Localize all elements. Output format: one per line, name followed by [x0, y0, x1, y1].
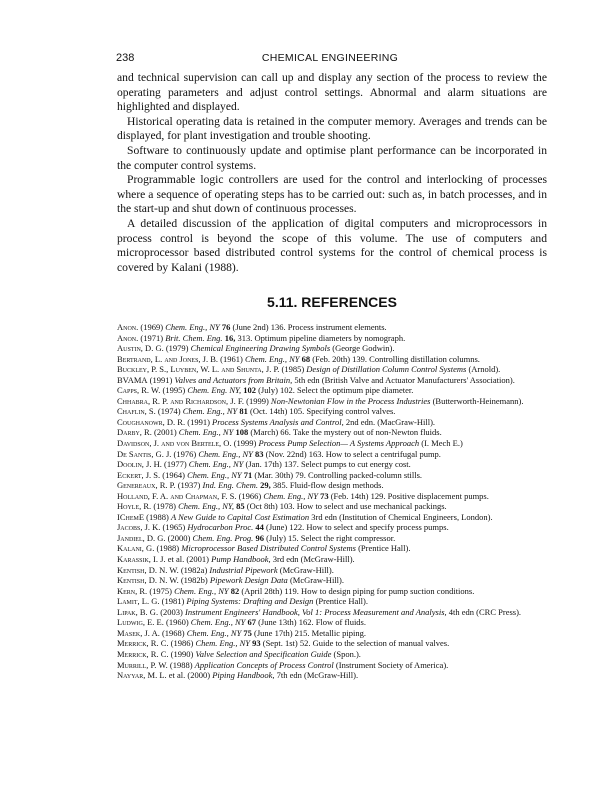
- reference-details: (Jan. 17th) 137. Select pumps to cut energy cost.: [245, 459, 411, 470]
- reference-authors: Kentish, D. N. W.: [117, 575, 179, 586]
- reference-details: (March) 66. Take the mystery out of non-Newton fluids.: [250, 427, 442, 438]
- reference-source: Chem. Eng., NY: [190, 617, 246, 628]
- reference-source: Process Pump Selection— A Systems Approach: [258, 438, 420, 449]
- reference-authors: Eckert, J. S.: [117, 469, 161, 480]
- reference-authors: Holland, F. A. and Chapman, F. S.: [117, 490, 237, 501]
- reference-details: (Sept. 1st) 52. Guide to the selection of manual valves.: [262, 638, 450, 649]
- reference-entry: [117, 470, 547, 481]
- reference-source: Brit. Chem. Eng.: [165, 332, 223, 343]
- reference-year: (1975): [149, 585, 172, 596]
- reference-year: (1991): [149, 374, 173, 385]
- reference-source: Piping Systems: Drafting and Design: [186, 596, 314, 607]
- reference-source: Chem. Eng., NY: [198, 448, 253, 459]
- reference-entry: [117, 617, 547, 628]
- reference-authors: Merrick, R. C.: [117, 648, 169, 659]
- reference-year: (1982a): [180, 564, 208, 575]
- reference-authors: Coughanowr, D. R.: [117, 416, 186, 427]
- reference-details: 313. Optimum pipeline diameters by nomograph.: [237, 332, 406, 343]
- reference-year: (1968): [161, 627, 185, 638]
- reference-authors: Doolin, J. H.: [117, 459, 162, 470]
- reference-entry: [117, 575, 547, 586]
- reference-source: Chem. Eng., NY: [174, 585, 229, 596]
- reference-year: (1988): [156, 543, 180, 554]
- reference-volume: 93: [252, 638, 261, 649]
- page-number: 238: [116, 52, 135, 64]
- reference-year: (1969): [140, 322, 164, 332]
- reference-details: 4th edn (CRC Press).: [448, 606, 522, 617]
- reference-authors: Karassik, I. J.: [117, 554, 166, 565]
- reference-details: (Prentice Hall).: [358, 543, 411, 554]
- reference-year: (1960): [166, 617, 189, 628]
- reference-source: Chem. Eng., NY,: [178, 501, 234, 512]
- reference-details: (July) 15. Select the right compressor.: [266, 532, 396, 543]
- reference-list: [117, 322, 547, 681]
- reference-source: Hydrocarbon Proc.: [187, 522, 254, 533]
- reference-entry: [117, 375, 547, 386]
- reference-authors: Darby, R.: [117, 427, 152, 438]
- reference-source: Chem. Eng. Prog.: [192, 532, 254, 543]
- paragraph: A detailed discussion of the application of digital computers and microprocessors in process control is beyond the scope of this volume. The use of computers and microprocessor based distributed control systems for the control of chemical process is covered by Kalani (1988).: [117, 216, 547, 274]
- reference-year: (1979): [165, 343, 189, 354]
- reference-source: Industrial Pipework: [209, 564, 278, 575]
- reference-authors: Buckley, P. S., Luyben, W. L. and Shunta, J. P.: [117, 364, 280, 375]
- reference-details: (Mar. 30th) 79. Controlling packed-column stills.: [254, 469, 423, 480]
- reference-source: Process Systems Analysis and Control,: [212, 416, 344, 427]
- reference-source: Chem. Eng., NY: [195, 638, 250, 649]
- reference-source: Chem. Eng., NY: [182, 406, 238, 417]
- reference-year: (1937): [177, 480, 201, 491]
- reference-details: (Instrument Society of America).: [335, 659, 449, 670]
- reference-source: Chem. Eng., NY: [178, 427, 234, 438]
- reference-details: (Nov. 22nd) 163. How to select a centrifugal pump.: [265, 448, 441, 459]
- reference-entry: [117, 406, 547, 417]
- reference-details: (Feb. 20th) 139. Controlling distillation columns.: [312, 353, 480, 364]
- reference-entry: [117, 501, 547, 512]
- reference-authors: Capps, R. W.: [117, 385, 161, 396]
- reference-authors: Kentish, D. N. W.: [117, 564, 179, 575]
- reference-authors: Davidson, J. and von Bertele, O.: [117, 438, 232, 449]
- reference-authors: Merrick, R. C.: [117, 638, 169, 649]
- reference-volume: 108: [235, 427, 249, 438]
- reference-year: (1978): [153, 501, 176, 512]
- reference-entry: [117, 607, 547, 618]
- reference-year: (1966): [238, 490, 262, 501]
- reference-authors: Austin, D. G.: [117, 343, 164, 354]
- reference-details: (McGraw-Hill).: [289, 575, 344, 586]
- reference-source: Pump Handbook,: [211, 554, 271, 565]
- paragraph: Software to continuously update and optimise plant performance can be incorporated in the computer control systems.: [117, 143, 547, 172]
- reference-year: (1971): [140, 332, 164, 343]
- reference-details: (Oct 8th) 103. How to select and use mechanical packings.: [246, 501, 447, 512]
- reference-year: (2003): [160, 606, 183, 617]
- reference-volume: 76: [221, 322, 231, 332]
- reference-volume: 82: [230, 585, 240, 596]
- reference-year: (1995): [162, 385, 186, 396]
- reference-authors: Genereaux, R. P.: [117, 480, 176, 491]
- reference-authors: Ludwig, E. E.: [117, 617, 164, 628]
- reference-volume: 83: [255, 448, 264, 459]
- reference-details: (George Godwin).: [332, 343, 395, 354]
- reference-source: Chem. Eng. NY,: [187, 385, 242, 396]
- reference-year: (1985): [281, 364, 305, 375]
- reference-authors: Nayyar, M. L.: [117, 670, 167, 681]
- reference-source: Microprocessor Based Distributed Control Systems: [181, 543, 356, 554]
- reference-authors: De Santis, G. J.: [117, 448, 172, 459]
- reference-volume: 85: [236, 501, 245, 512]
- running-header: [113, 52, 547, 68]
- reference-entry: [117, 459, 547, 470]
- reference-entry: [117, 354, 547, 365]
- reference-entry: [117, 322, 547, 333]
- reference-details: 7th edn (McGraw-Hill).: [276, 670, 359, 681]
- reference-year: (1965): [162, 522, 186, 533]
- reference-entry: [117, 565, 547, 576]
- reference-details: (Arnold).: [468, 364, 501, 375]
- paragraph: Programmable logic controllers are used for the control and interlocking of processes where a sequence of operating steps has to be carried out: such as, in batch processes, and in the start-up and shut down of continuous processes.: [117, 173, 547, 216]
- reference-authors: Jacobs, J. K.: [117, 522, 161, 533]
- reference-volume: 75: [243, 627, 252, 638]
- reference-entry: [117, 628, 547, 639]
- reference-year: (1974): [157, 406, 181, 417]
- reference-authors: Murrill, P. W.: [117, 659, 168, 670]
- reference-year: (1990): [170, 648, 194, 659]
- reference-details: 2nd edn. (MacGraw-Hill).: [345, 416, 436, 427]
- reference-authors: Bertrand, L. and Jones, J. B.: [117, 353, 219, 364]
- reference-entry: [117, 543, 547, 554]
- reference-authors: Chhabra, R. P. and Richardson, J. F.: [117, 395, 244, 406]
- reference-entry: [117, 438, 547, 449]
- reference-year: (1991): [187, 416, 210, 427]
- reference-year: (1999): [246, 395, 269, 406]
- reference-authors: Kalani, G.: [117, 543, 155, 554]
- reference-volume: 96: [255, 532, 264, 543]
- reference-entry: [117, 449, 547, 460]
- reference-authors: Anon.: [117, 322, 139, 332]
- reference-year: (1982b): [180, 575, 208, 586]
- reference-authors: Chaflin, S.: [117, 406, 156, 417]
- reference-year: (1999): [233, 438, 257, 449]
- reference-year: (1977): [164, 459, 187, 470]
- reference-details: 3rd edn (McGraw-Hill).: [272, 554, 355, 565]
- paragraph: and technical supervision can call up and display any section of the process to review the operating parameters and adjust control settings. Abnormal and alarm situations are highlighted and displayed.: [117, 71, 547, 114]
- reference-details: 3rd edn (Institution of Chemical Engineers, London).: [311, 511, 493, 522]
- reference-entry: [117, 396, 547, 407]
- reference-source: Chem. Eng., NY: [187, 469, 242, 480]
- reference-source: Valves and Actuators from Britain,: [174, 374, 293, 385]
- reference-entry: [117, 596, 547, 607]
- reference-details: (Spon.).: [333, 648, 361, 659]
- reference-source: Chem. Eng., NY: [186, 627, 242, 638]
- reference-year: et al. (2001): [167, 554, 210, 565]
- reference-year: (2001): [153, 427, 177, 438]
- reference-entry: [117, 512, 547, 523]
- reference-details: (Prentice Hall).: [315, 596, 368, 607]
- reference-source: Pipework Design Data: [209, 575, 288, 586]
- reference-authors: Hoyle, R.: [117, 501, 152, 512]
- body-text: [117, 71, 547, 275]
- reference-details: (McGraw-Hill).: [279, 564, 334, 575]
- reference-entry: [117, 427, 547, 438]
- reference-year: et al. (2000): [168, 670, 211, 681]
- reference-details: (April 28th) 119. How to design piping for pump suction conditions.: [241, 585, 475, 596]
- reference-year: (2000): [167, 532, 191, 543]
- reference-source: Chem. Eng., NY: [165, 322, 220, 332]
- reference-entry: [117, 638, 547, 649]
- reference-year: (1981): [161, 596, 185, 607]
- reference-volume: 102: [243, 385, 256, 396]
- reference-volume: 81: [239, 406, 248, 417]
- reference-details: (June) 122. How to select and specify process pumps.: [266, 522, 449, 533]
- reference-source: Piping Handbook,: [212, 670, 275, 681]
- reference-entry: [117, 333, 547, 344]
- reference-year: (1961): [220, 353, 243, 364]
- reference-volume: 44: [255, 522, 264, 533]
- reference-details: (June 17th) 215. Metallic piping.: [254, 627, 366, 638]
- reference-volume: 67: [247, 617, 256, 628]
- reference-year: (1976): [173, 448, 197, 459]
- reference-source: Chem. Eng., NY: [188, 459, 244, 470]
- reference-authors: Kern, R.: [117, 585, 148, 596]
- paragraph: Historical operating data is retained in the computer memory. Averages and trends can be displayed, for plant investigation and trouble shooting.: [117, 114, 547, 143]
- reference-source: Chem. Eng., NY: [244, 353, 300, 364]
- reference-details: (Feb. 14th) 129. Positive displacement pumps.: [330, 490, 489, 501]
- reference-entry: [117, 554, 547, 565]
- reference-authors: Lipak, B. G.: [117, 606, 159, 617]
- reference-volume: 73: [320, 490, 329, 501]
- reference-source: Non-Newtonian Flow in the Process Industries: [270, 395, 431, 406]
- reference-authors: IChemE: [117, 511, 145, 522]
- reference-authors: Jandiel, D. G.: [117, 532, 166, 543]
- reference-entry: [117, 417, 547, 428]
- reference-entry: [117, 364, 547, 375]
- reference-source: A New Guide to Capital Cost Estimation: [170, 511, 310, 522]
- reference-details: (Oct. 14th) 105. Specifying control valves.: [250, 406, 396, 417]
- reference-entry: [117, 491, 547, 502]
- reference-authors: Anon.: [117, 332, 139, 343]
- reference-source: Instrument Engineers' Handbook, Vol 1: Process Measurement and Analysis,: [185, 606, 447, 617]
- reference-entry: [117, 385, 547, 396]
- reference-year: (1988): [169, 659, 193, 670]
- reference-details: 5th edn (British Valve and Actuator Manufacturers' Association).: [294, 374, 515, 385]
- reference-source: Chem. Eng., NY: [263, 490, 318, 501]
- reference-year: (1986): [170, 638, 194, 649]
- reference-source: Application Concepts of Process Control: [194, 659, 334, 670]
- reference-volume: 71: [243, 469, 253, 480]
- reference-entry: [117, 660, 547, 671]
- reference-year: (1964): [162, 469, 185, 480]
- reference-volume: 29,: [260, 480, 271, 491]
- reference-details: (Butterworth-Heinemann).: [432, 395, 524, 406]
- reference-entry: [117, 480, 547, 491]
- running-title: CHEMICAL ENGINEERING: [261, 52, 399, 64]
- reference-details: 385. Fluid-flow design methods.: [272, 480, 384, 491]
- reference-entry: [117, 670, 547, 681]
- reference-entry: [117, 343, 547, 354]
- reference-entry: [117, 586, 547, 597]
- reference-entry: [117, 649, 547, 660]
- reference-details: (I. Mech E.): [421, 438, 463, 449]
- reference-year: (1988): [146, 511, 169, 522]
- reference-source: Ind. Eng. Chem.: [202, 480, 258, 491]
- reference-details: (June 13th) 162. Flow of fluids.: [258, 617, 366, 628]
- reference-authors: Lamit, L. G.: [117, 596, 160, 607]
- reference-authors: Masek, J. A.: [117, 627, 160, 638]
- reference-volume: 68: [301, 353, 311, 364]
- reference-authors: BVAMA: [117, 374, 148, 385]
- reference-volume: 16,: [224, 332, 236, 343]
- reference-entry: [117, 533, 547, 544]
- reference-details: (June 2nd) 136. Process instrument elements.: [232, 322, 387, 332]
- section-heading: 5.11. REFERENCES: [267, 294, 397, 310]
- reference-entry: [117, 522, 547, 533]
- reference-source: Chemical Engineering Drawing Symbols: [190, 343, 331, 354]
- reference-source: Valve Selection and Specification Guide: [195, 648, 332, 659]
- reference-source: Design of Distillation Column Control Systems: [306, 364, 467, 375]
- reference-details: (July) 102. Select the optimum pipe diameter.: [258, 385, 414, 396]
